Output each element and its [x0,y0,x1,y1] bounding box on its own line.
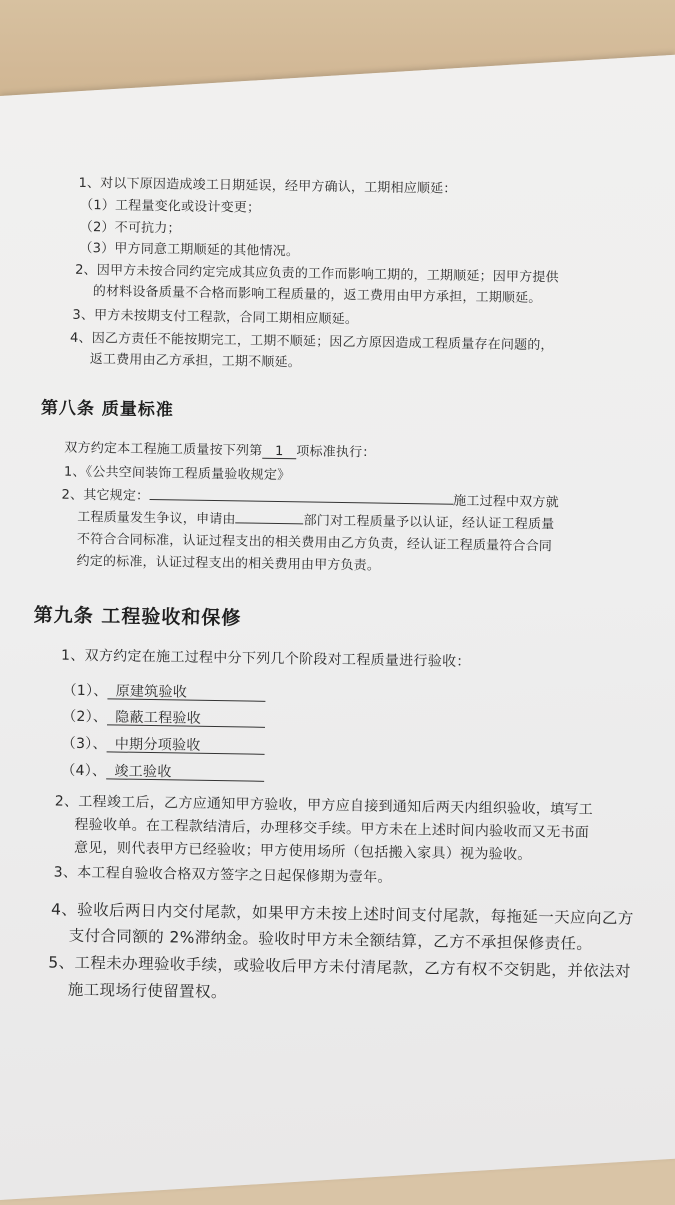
s8-item2-suffix: 施工过程中双方就 [453,493,559,511]
s9-item4-line1: 4、验收后两日内交付尾款，如果甲方未按上述时间支付尾款，每拖延一天应向乙方 [50,900,634,928]
s9-item2-line2: 程验收单。在工程款结清后，办理移交手续。甲方未在上述时间内验收而又无书面 [74,816,590,841]
s7-item4-line2: 返工费用由乙方承担，工期不顺延。 [89,352,302,371]
s9-stage-3-num: （3）、 [61,735,107,753]
s9-stage-2-num: （2）、 [62,708,108,726]
s7-sub1: （1）工程量变化或设计变更； [80,197,261,216]
s8-other-rules-blank [149,499,453,505]
s8-department-blank [236,522,304,524]
s8-item2-line1 [62,489,559,510]
s9-item1: 1、双方约定在施工过程中分下列几个阶段对工程质量进行验收： [60,647,471,671]
s9-stage-1-num: （1）、 [62,682,108,700]
s9-stage-1 [62,684,265,702]
s8-item2-l2-before: 工程质量发生争议，申请由 [77,509,236,528]
s9-item3: 3、本工程自验收合格双方签字之日起保修期为壹年。 [53,864,392,886]
s9-stage-4 [61,764,264,782]
s8-item2-line4: 约定的标准，认证过程支出的相关费用由甲方负责。 [76,553,381,574]
s9-item2-line3: 意见，则代表甲方已经验收；甲方使用场所（包括搬入家具）视为验收。 [73,839,532,864]
s8-intro-before: 双方约定本工程施工质量按下列第 [64,440,263,459]
s7-sub3: （3）甲方同意工期顺延的其他情况。 [79,240,300,260]
s9-stage-4-value: 竣工验收 [106,764,264,781]
s8-intro [64,442,375,461]
s7-sub2: （2）不可抗力； [79,219,181,237]
s9-item4-line2: 支付合同额的 2%滞纳金。验收时甲方未全额结算，乙方不承担保修责任。 [68,926,593,954]
section9-heading: 第九条 工程验收和保修 [33,604,242,630]
s9-stage-4-num: （4）、 [61,762,107,780]
s8-standard-number: 1 [262,445,296,460]
s7-item1: 1、对以下原因造成竣工日期延误，经甲方确认，工期相应顺延： [78,175,457,197]
s8-item2-prefix: 2、其它规定： [61,487,150,504]
section8-heading: 第八条 质量标准 [40,398,175,421]
s9-item2-line1: 2、工程竣工后，乙方应通知甲方验收，甲方应自接到通知后两天内组织验收，填写工 [54,793,594,818]
s8-item2-line3: 不符合合同标准，认证过程支出的相关费用由乙方负责，经认证工程质量符合合同 [76,531,553,555]
s8-item2-l2-after: 部门对工程质量予以认证，经认证工程质量 [303,513,555,533]
s8-item2-line2 [77,511,554,531]
s9-item5-line2: 施工现场行使留置权。 [67,980,227,1002]
s9-stage-3 [62,737,265,755]
s7-item2-line2: 的材料设备质量不合格而影响工程质量的，返工费用由甲方承担，工期顺延。 [92,284,542,307]
s7-item4-line1: 4、因乙方责任不能按期完工，工期不顺延；因乙方原因造成工程质量存在问题的， [69,330,554,354]
s9-stage-1-value: 原建筑验收 [108,684,266,701]
s7-item2-line1: 2、因甲方未按合同约定完成其应负责的工作而影响工期的，工期顺延；因甲方提供 [75,262,559,286]
s9-stage-2-value: 隐蔽工程验收 [107,710,265,727]
s9-stage-2 [62,710,265,728]
s7-item3: 3、甲方未按期支付工程款，合同工期相应顺延。 [72,307,359,328]
s9-item5-line1: 5、工程未办理验收手续，或验收后甲方未付清尾款，乙方有权不交钥匙，并依法对 [48,953,632,981]
s9-stage-3-value: 中期分项验收 [107,737,265,754]
s8-intro-after: 项标准执行： [296,444,376,461]
s8-item1: 1、《公共空间装饰工程质量验收规定》 [63,464,291,484]
